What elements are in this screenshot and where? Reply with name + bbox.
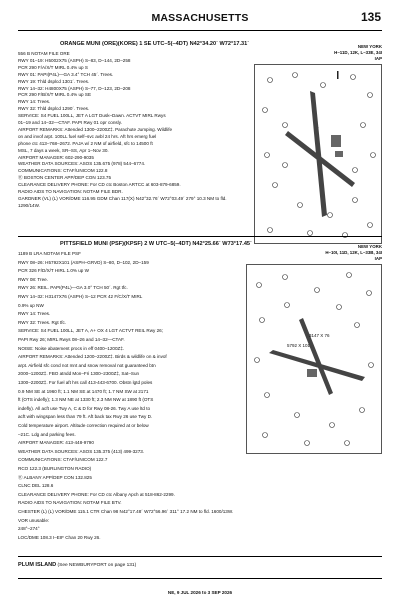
orange-line: AIRPORT MANAGER: 602-290-9035 bbox=[18, 154, 94, 160]
pittsfield-line: 1300–2200Z‡. For fuel aft hrs call 413-443-6700. Obstn lgtd poles bbox=[18, 380, 153, 385]
pittsfield-line: AIRPORT REMARKS: Attended 1200–2200Z‡. Birds & wildlife on & invof bbox=[18, 354, 167, 360]
orange-line: 556 B NOTAM FILE ORE bbox=[18, 51, 70, 56]
pittsfield-line: RWY 08–26: H5792X101 (ASPH–GRVD) S–80, D–102, 2D–159 bbox=[18, 259, 149, 265]
section-rule-2 bbox=[18, 556, 382, 557]
orange-line: WEATHER DATA SOURCES: ASOS 135.675 (978) 544–6774. bbox=[18, 161, 146, 167]
pittsfield-line: WEATHER DATA SOURCES: ASOS 135.375 (413) 499-3273. bbox=[18, 448, 145, 454]
orange-line: GARDNER (VL) (L) VOR/DME 116.95 GDM Chan 117(X) N42°32.76´ W72°03.49´ 279° 10.3 NM to fld. bbox=[18, 195, 227, 201]
pittsfield-line: VOR unusable: bbox=[18, 517, 50, 523]
pittsfield-diagram-svg bbox=[247, 265, 381, 453]
orange-iap: IAP bbox=[374, 56, 382, 61]
pittsfield-rwy-label-2: 3147 X 76 bbox=[309, 333, 330, 338]
pittsfield-line: RWY 08: Tree. bbox=[18, 276, 48, 282]
pittsfield-line: CLEARANCE DELIVERY PHONE: For CD ctc Albany Apch at 518-862-2299. bbox=[18, 491, 175, 497]
section-rule-1 bbox=[18, 236, 382, 237]
pittsfield-line: RWY 32: Trees. Rgt tfc. bbox=[18, 319, 67, 325]
orange-line: CLEARANCE DELIVERY PHONE: For CD ctc Boston ARTCC at 603-879-6859. bbox=[18, 182, 181, 188]
pittsfield-line: Cold temperature airport. Altitude correction required at or below bbox=[18, 423, 149, 428]
footer-rule bbox=[18, 578, 382, 579]
pittsfield-charts: H–10I, 11D, 12K, L–33B, 34I bbox=[325, 250, 382, 255]
orange-line: 1290/14W. bbox=[18, 202, 40, 208]
pittsfield-line: 2000–1200Z‡. FBO atndd Mon–Fri 1300–2300Z‡, Sat–Sun bbox=[18, 371, 140, 377]
orange-line: SERVICE: S4 FUEL 100LL, JET A LGT Dusk–Dawn. ACTVT MIRL Rwys bbox=[18, 113, 166, 119]
orange-line: on and invof arpt. 100LL fuel self–svc avbl 24 hrs. Aft hrs emerg fuel bbox=[18, 133, 157, 139]
footer-validity: NE, 9 JUL 2026 to 3 SEP 2026 bbox=[167, 590, 233, 595]
orange-airport-diagram bbox=[254, 64, 382, 244]
pittsfield-airport-diagram bbox=[246, 264, 382, 454]
pittsfield-line: PAPI Rwy 26; MIRL Rwys 08–26 and 14–32—CTAF. bbox=[18, 337, 125, 342]
orange-line: PCR 290 F/B/X/T MIRL 0.4% up SE bbox=[18, 92, 92, 98]
orange-charts: H–11D, 12K, L–33E, 34I bbox=[334, 50, 382, 55]
pittsfield-title: PITTSFIELD MUNI (PSF)(KPSF) 2 W UTC–5(–4DT) N42°25.66´ W73°17.45´ bbox=[60, 241, 252, 247]
pittsfield-line: RWY 26: REIL. PAPI(P4L)—GA 3.0° TCH 50´. Rgt tfc. bbox=[18, 285, 128, 291]
orange-line: RWY 14: Trees. bbox=[18, 99, 51, 105]
orange-line: AIRPORT REMARKS: Attended 1300–2200Z‡. Parachute Jumping. Wildlife bbox=[18, 126, 173, 132]
orange-line: Ⓡ BOSTON CENTER APP/DEP CON 123.75 bbox=[18, 175, 112, 181]
pittsfield-runway-14-32 bbox=[299, 318, 333, 395]
pittsfield-line: ft (OTS indefly); 1.3 NM NE at 1330 ft; 2.3 NM NW at 1890 ft (OTS bbox=[18, 397, 154, 403]
orange-line: RWY 19: Thld dsplcd 1301´. Trees. bbox=[18, 78, 90, 84]
orange-title: ORANGE MUNI (ORE)(KORE) 1 SE UTC–5(–4DT) N42°34.20´ W72°17.31´ bbox=[60, 41, 250, 47]
orange-region: NEW YORK bbox=[357, 44, 382, 49]
pittsfield-line: indefly). All acft use Twy A, C & D for Rwy 08-26. Twy A use ltd to bbox=[18, 405, 151, 411]
pittsfield-line: NOISE: Noise abatement procs in eff 0400–1200Z‡. bbox=[18, 345, 125, 351]
pittsfield-line: PCR 326 F/D/X/T HIRL 1.0% up W bbox=[18, 268, 89, 274]
orange-line: RWY 01: PAPI(P4L)—GA 3.4° TCH 45´. Trees. bbox=[18, 71, 114, 77]
pittsfield-line: acft with wingspan less than 79 ft. Aft back tax Rwy 26 use Twy D. bbox=[18, 414, 153, 420]
pittsfield-line: CLNC DEL 128.6 bbox=[18, 483, 54, 489]
orange-line: COMMUNICATIONS: CTAF/UNICOM 122.8 bbox=[18, 168, 108, 174]
pittsfield-line: –21C. Ldg and parking fees. bbox=[18, 431, 76, 437]
orange-line: RWY 14–32: H4800X75 (ASPH) S–77, D–123, 2D–208 bbox=[18, 85, 131, 91]
pittsfield-line: SERVICE: S4 FUEL 100LL, JET A, A+ OX 4 LGT ACTVT REIL Rwy 26; bbox=[18, 328, 163, 334]
plum-island-entry bbox=[18, 562, 136, 568]
page-header bbox=[0, 0, 400, 30]
orange-line: RWY 01–19: H5002X75 (ASPH) S–83, D–144, 2D–258 bbox=[18, 57, 131, 63]
pittsfield-line: AIRPORT MANAGER: 413-448-9790 bbox=[18, 440, 94, 446]
plum-island-note: (See NEWBURYPORT on page 131) bbox=[57, 563, 137, 568]
page-number: 135 bbox=[360, 10, 381, 24]
pittsfield-line: RADIO AIDS TO NAVIGATION: NOTAM FILE BTV. bbox=[18, 500, 122, 506]
pittsfield-line: RWY 14–32: H3147X76 (ASPH) S–12 PCR 42 F/C/X/T MIRL bbox=[18, 294, 143, 299]
pittsfield-line: RCO 122.3 (BURLINGTON RADIO) bbox=[18, 466, 92, 471]
orange-line: phone ctc 413–768–2672. PAJA w/ 2 NM of airfield, sfc to 14500 ft bbox=[18, 140, 153, 146]
pittsfield-line: LOC/DME 108.3 I–EIF Chan 20 Rwy 26. bbox=[18, 534, 101, 540]
header-rule bbox=[18, 30, 382, 31]
orange-line: MSL, 7 days a week, SR–SS, Apr 1–Nov 30. bbox=[18, 147, 109, 153]
pittsfield-line: 0.9% up NW bbox=[18, 302, 44, 308]
orange-line: RWY 32: Thld dsplcd 1290´. Trees. bbox=[18, 106, 90, 112]
pittsfield-rwy-label-1: 5792 X 101 bbox=[287, 343, 311, 348]
orange-line: RADIO AIDS TO NAVIGATION: NOTAM FILE BDR. bbox=[18, 189, 123, 194]
pittsfield-region: NEW YORK bbox=[357, 244, 382, 249]
pittsfield-line: 248°–274° bbox=[18, 526, 40, 532]
pittsfield-line: 1189 B LRA NOTAM FILE PSF bbox=[18, 251, 81, 256]
pittsfield-line: COMMUNICATIONS: CTAF/UNICOM 122.7 bbox=[18, 457, 108, 463]
pittsfield-line: RWY 14: Trees. bbox=[18, 311, 51, 317]
pittsfield-iap: IAP bbox=[374, 256, 382, 261]
orange-line: PCR 290 F/A/X/T MIRL 0.4% up S bbox=[18, 64, 88, 70]
pittsfield-line: 0.9 NM SE at 1960 ft; 1.1 NM SE at 1470 ft; 1.7 NM SW at 2171 bbox=[18, 388, 149, 394]
plum-island-name: PLUM ISLAND bbox=[18, 562, 57, 568]
state-name: MASSACHUSETTS bbox=[151, 12, 249, 24]
orange-diagram-svg bbox=[255, 65, 381, 243]
orange-line: 01–19 and 14–32—CTAF. PAPI Rwy 01 opr consly. bbox=[18, 120, 122, 125]
pittsfield-line: Ⓡ ALBANY APP/DEP CON 132.825 bbox=[18, 474, 92, 480]
pittsfield-line: arpt. Airfield sfc cond not mnt and snow removal not guaranteed btn bbox=[18, 362, 156, 368]
pittsfield-line: CHESTER (L) (L) VOR/DME 115.1 CTR Chan 98 N42°17.48´ W72°56.96´ 311° 17.2 NM to fld. 1600/13W. bbox=[18, 509, 234, 514]
